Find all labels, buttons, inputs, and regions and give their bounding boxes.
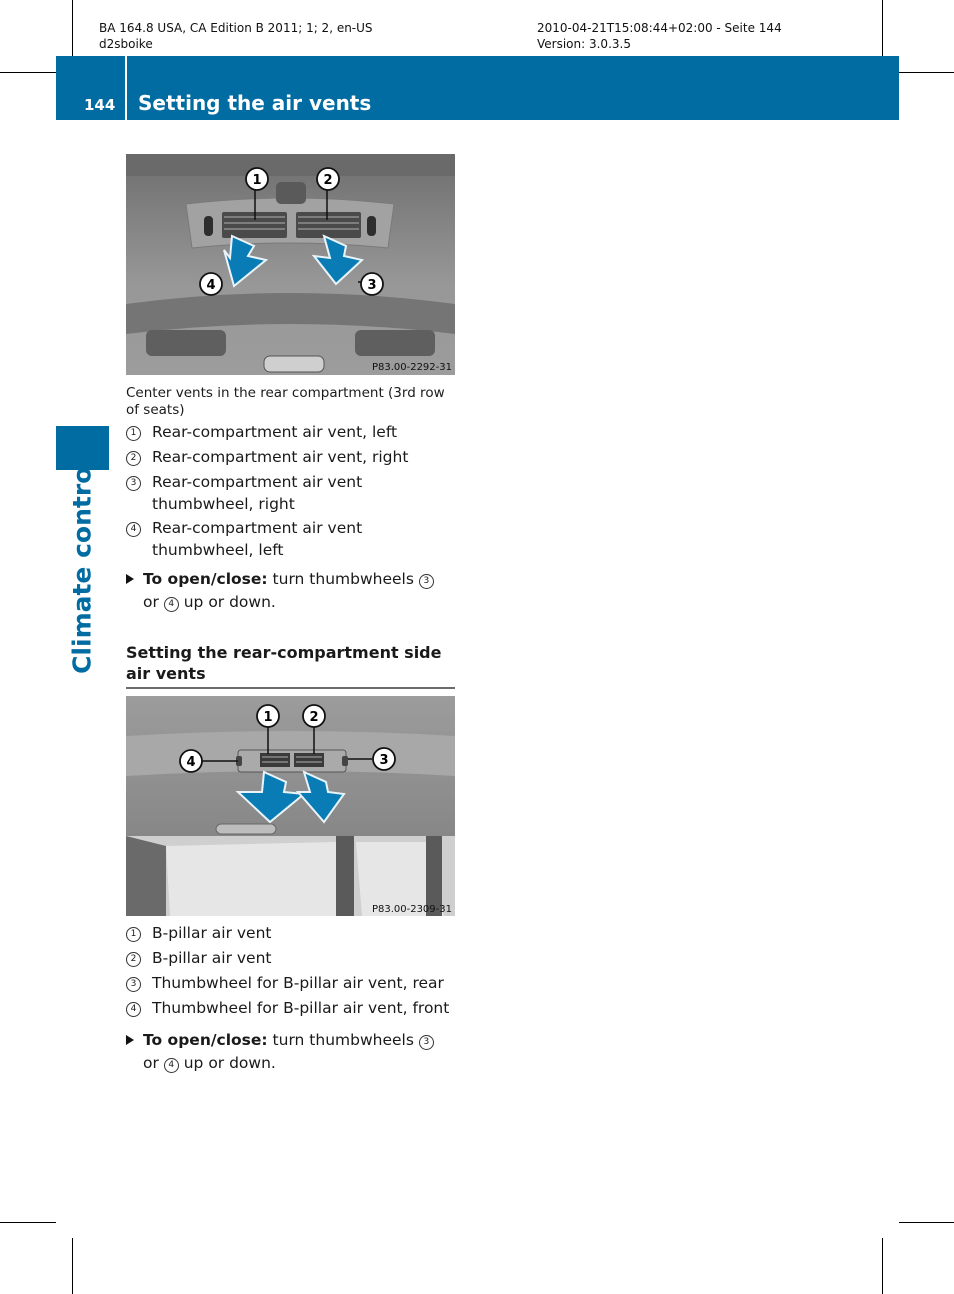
crop-mark <box>882 0 883 56</box>
legend-number: 4 <box>126 1002 141 1017</box>
list-item <box>126 972 458 994</box>
svg-text:1: 1 <box>263 710 273 725</box>
list-item <box>126 421 458 443</box>
legend-number: 3 <box>126 977 141 992</box>
page-number: 144 <box>84 96 116 114</box>
svg-text:3: 3 <box>367 278 377 293</box>
callout-3 <box>361 273 383 295</box>
list-item <box>126 446 458 468</box>
callout-1 <box>246 168 268 190</box>
legend-text: B-pillar air vent <box>152 924 272 942</box>
instruction-text: up or down. <box>178 593 276 611</box>
side-tab-label: Climate control <box>67 458 97 674</box>
legend-number: 2 <box>126 451 141 466</box>
print-meta-right <box>537 20 782 52</box>
figure-center-vents <box>126 154 455 375</box>
legend-text: Rear-compartment air vent thumbwheel, right <box>152 473 363 513</box>
svg-text:2: 2 <box>309 710 319 725</box>
instruction-text: turn thumbwheels <box>267 1031 419 1049</box>
print-meta-right-line1: 2010-04-21T15:08:44+02:00 - Seite 144 <box>537 21 782 35</box>
instruction-text: or <box>143 593 164 611</box>
instruction-text: up or down. <box>178 1054 276 1072</box>
legend-number: 3 <box>126 476 141 491</box>
reference-number: 4 <box>164 597 179 612</box>
print-meta-left-line1: BA 164.8 USA, CA Edition B 2011; 1; 2, en-US <box>99 21 373 35</box>
list-item <box>126 947 458 969</box>
side-vents-illustration <box>126 696 455 916</box>
page-title: Setting the air vents <box>138 91 372 115</box>
legend-list-2 <box>126 922 458 1019</box>
section-subheading: Setting the rear-compartment side air vents <box>126 642 455 689</box>
crop-mark <box>72 1238 73 1294</box>
figure-caption: Center vents in the rear compartment (3rd row of seats) <box>126 385 445 418</box>
header-separator <box>125 56 127 120</box>
reference-number: 3 <box>419 574 434 589</box>
svg-text:3: 3 <box>379 753 389 768</box>
legend-text: Thumbwheel for B-pillar air vent, front <box>152 999 450 1017</box>
svg-text:4: 4 <box>206 278 216 293</box>
figure-code: P83.00-2292-31 <box>371 362 452 373</box>
figure-code: P83.00-2309-31 <box>371 904 452 915</box>
legend-number: 1 <box>126 426 141 441</box>
list-item <box>126 922 458 944</box>
svg-text:2: 2 <box>323 173 333 188</box>
figure-side-vents <box>126 696 455 916</box>
instruction-open-close-1 <box>126 568 458 614</box>
step-arrow-icon <box>126 574 134 584</box>
print-meta-left-line2: d2sboike <box>99 37 153 51</box>
crop-mark <box>0 1222 56 1223</box>
list-item <box>126 997 458 1019</box>
reference-number: 3 <box>419 1035 434 1050</box>
instruction-text: turn thumbwheels <box>267 570 419 588</box>
legend-list-1 <box>126 421 458 561</box>
center-vents-illustration <box>126 154 455 375</box>
step-arrow-icon <box>126 1035 134 1045</box>
print-meta-right-line2: Version: 3.0.3.5 <box>537 37 631 51</box>
legend-text: Rear-compartment air vent, right <box>152 448 409 466</box>
callout-4 <box>200 273 222 295</box>
svg-text:1: 1 <box>252 173 262 188</box>
svg-text:4: 4 <box>186 755 196 770</box>
legend-number: 1 <box>126 927 141 942</box>
crop-mark <box>882 1238 883 1294</box>
instruction-open-close-2 <box>126 1029 458 1075</box>
crop-mark <box>899 1222 954 1223</box>
legend-text: Thumbwheel for B-pillar air vent, rear <box>152 974 444 992</box>
callout-2 <box>303 705 325 727</box>
legend-text: Rear-compartment air vent, left <box>152 423 398 441</box>
legend-number: 2 <box>126 952 141 967</box>
instruction-label: To open/close: <box>143 570 268 588</box>
crop-mark <box>72 0 73 56</box>
crop-mark <box>899 72 954 73</box>
crop-mark <box>0 72 56 73</box>
instruction-label: To open/close: <box>143 1031 268 1049</box>
callout-2 <box>317 168 339 190</box>
instruction-text: or <box>143 1054 164 1072</box>
callout-4 <box>180 750 202 772</box>
print-meta-left <box>99 20 373 52</box>
list-item <box>126 471 458 515</box>
callout-1 <box>257 705 279 727</box>
legend-text: B-pillar air vent <box>152 949 272 967</box>
callout-3 <box>373 748 395 770</box>
list-item <box>126 517 458 561</box>
reference-number: 4 <box>164 1058 179 1073</box>
legend-number: 4 <box>126 522 141 537</box>
legend-text: Rear-compartment air vent thumbwheel, left <box>152 519 363 559</box>
